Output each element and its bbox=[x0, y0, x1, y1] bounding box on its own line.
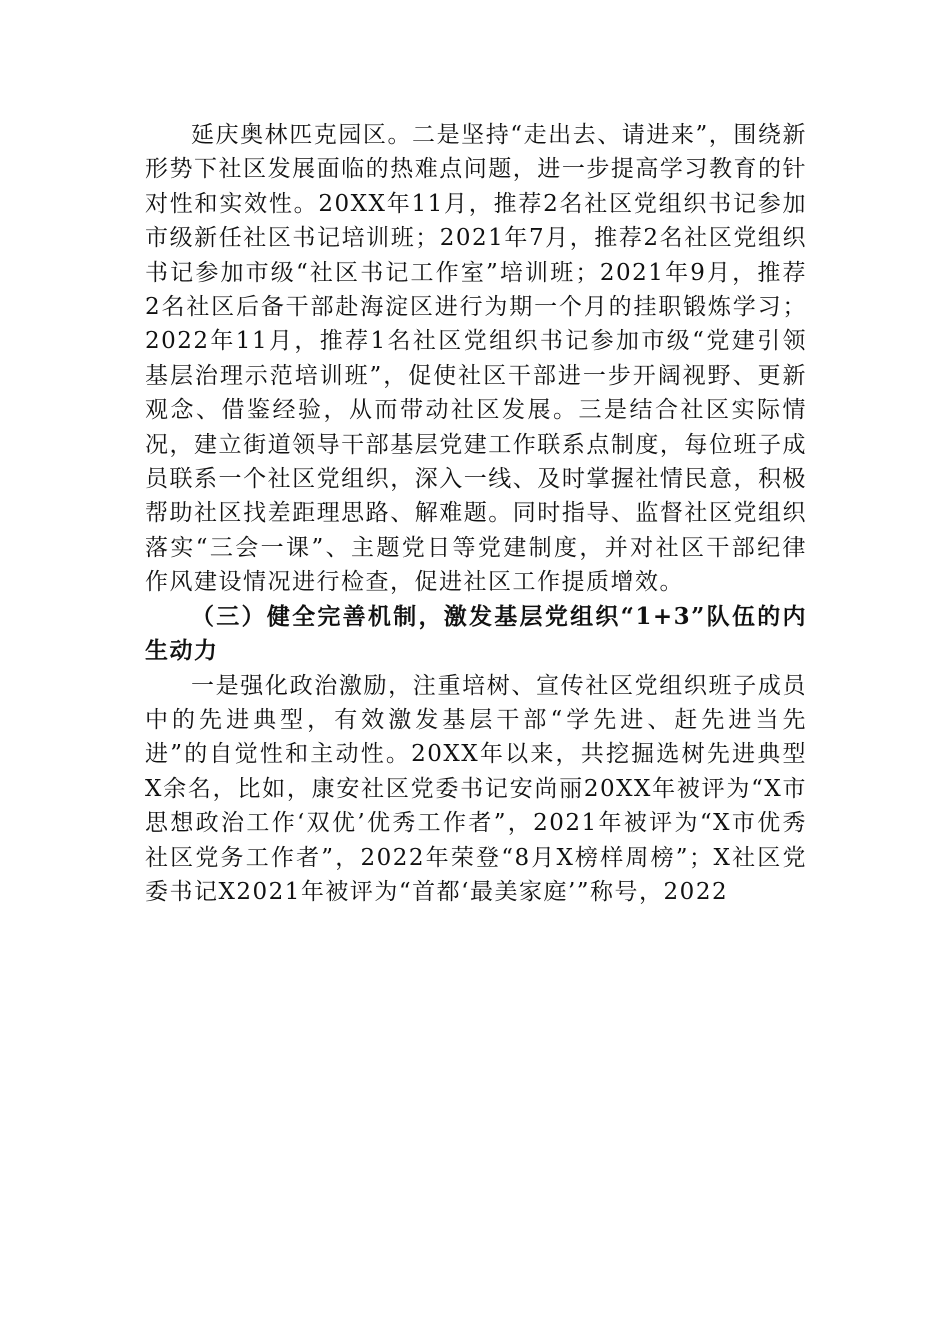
document-page bbox=[145, 118, 807, 909]
body-paragraph-2: 一是强化政治激励，注重培树、宣传社区党组织班子成员中的先进典型，有效激发基层干部“学先进、赶先进当先进”的自觉性和主动性。20XX年以来，共挖掘选树先进典型X余名，比如，康安社区党委书记安尚丽20XX年被评为“X市思想政治工作‘双优’优秀工作者”，2021年被评为“X市优秀社区党务工作者”，2022年荣登“8月X榜样周榜”；X社区党委书记X2021年被评为“首都‘最美家庭’”称号，2022 bbox=[145, 672, 807, 905]
body-paragraph-1: 延庆奥林匹克园区。二是坚持“走出去、请进来”，围绕新形势下社区发展面临的热难点问题，进一步提高学习教育的针对性和实效性。20XX年11月，推荐2名社区党组织书记参加市级新任社区书记培训班；2021年7月，推荐2名社区党组织书记参加市级“社区书记工作室”培训班；2021年9月，推荐2名社区后备干部赴海淀区进行为期一个月的挂职锻炼学习；2022年11月，推荐1名社区党组织书记参加市级“党建引领基层治理示范培训班”，促使社区干部进一步开阔视野、更新观念、借鉴经验，从而带动社区发展。三是结合社区实际情况，建立街道领导干部基层党建工作联系点制度，每位班子成员联系一个社区党组织，深入一线、及时掌握社情民意，积极帮助社区找差距理思路、解难题。同时指导、监督社区党组织落实“三会一课”、主题党日等党建制度，并对社区干部纪律作风建设情况进行检查，促进社区工作提质增效。 bbox=[145, 122, 807, 596]
section-heading: （三）健全完善机制，激发基层党组织“1+3”队伍的内生动力 bbox=[145, 602, 807, 665]
